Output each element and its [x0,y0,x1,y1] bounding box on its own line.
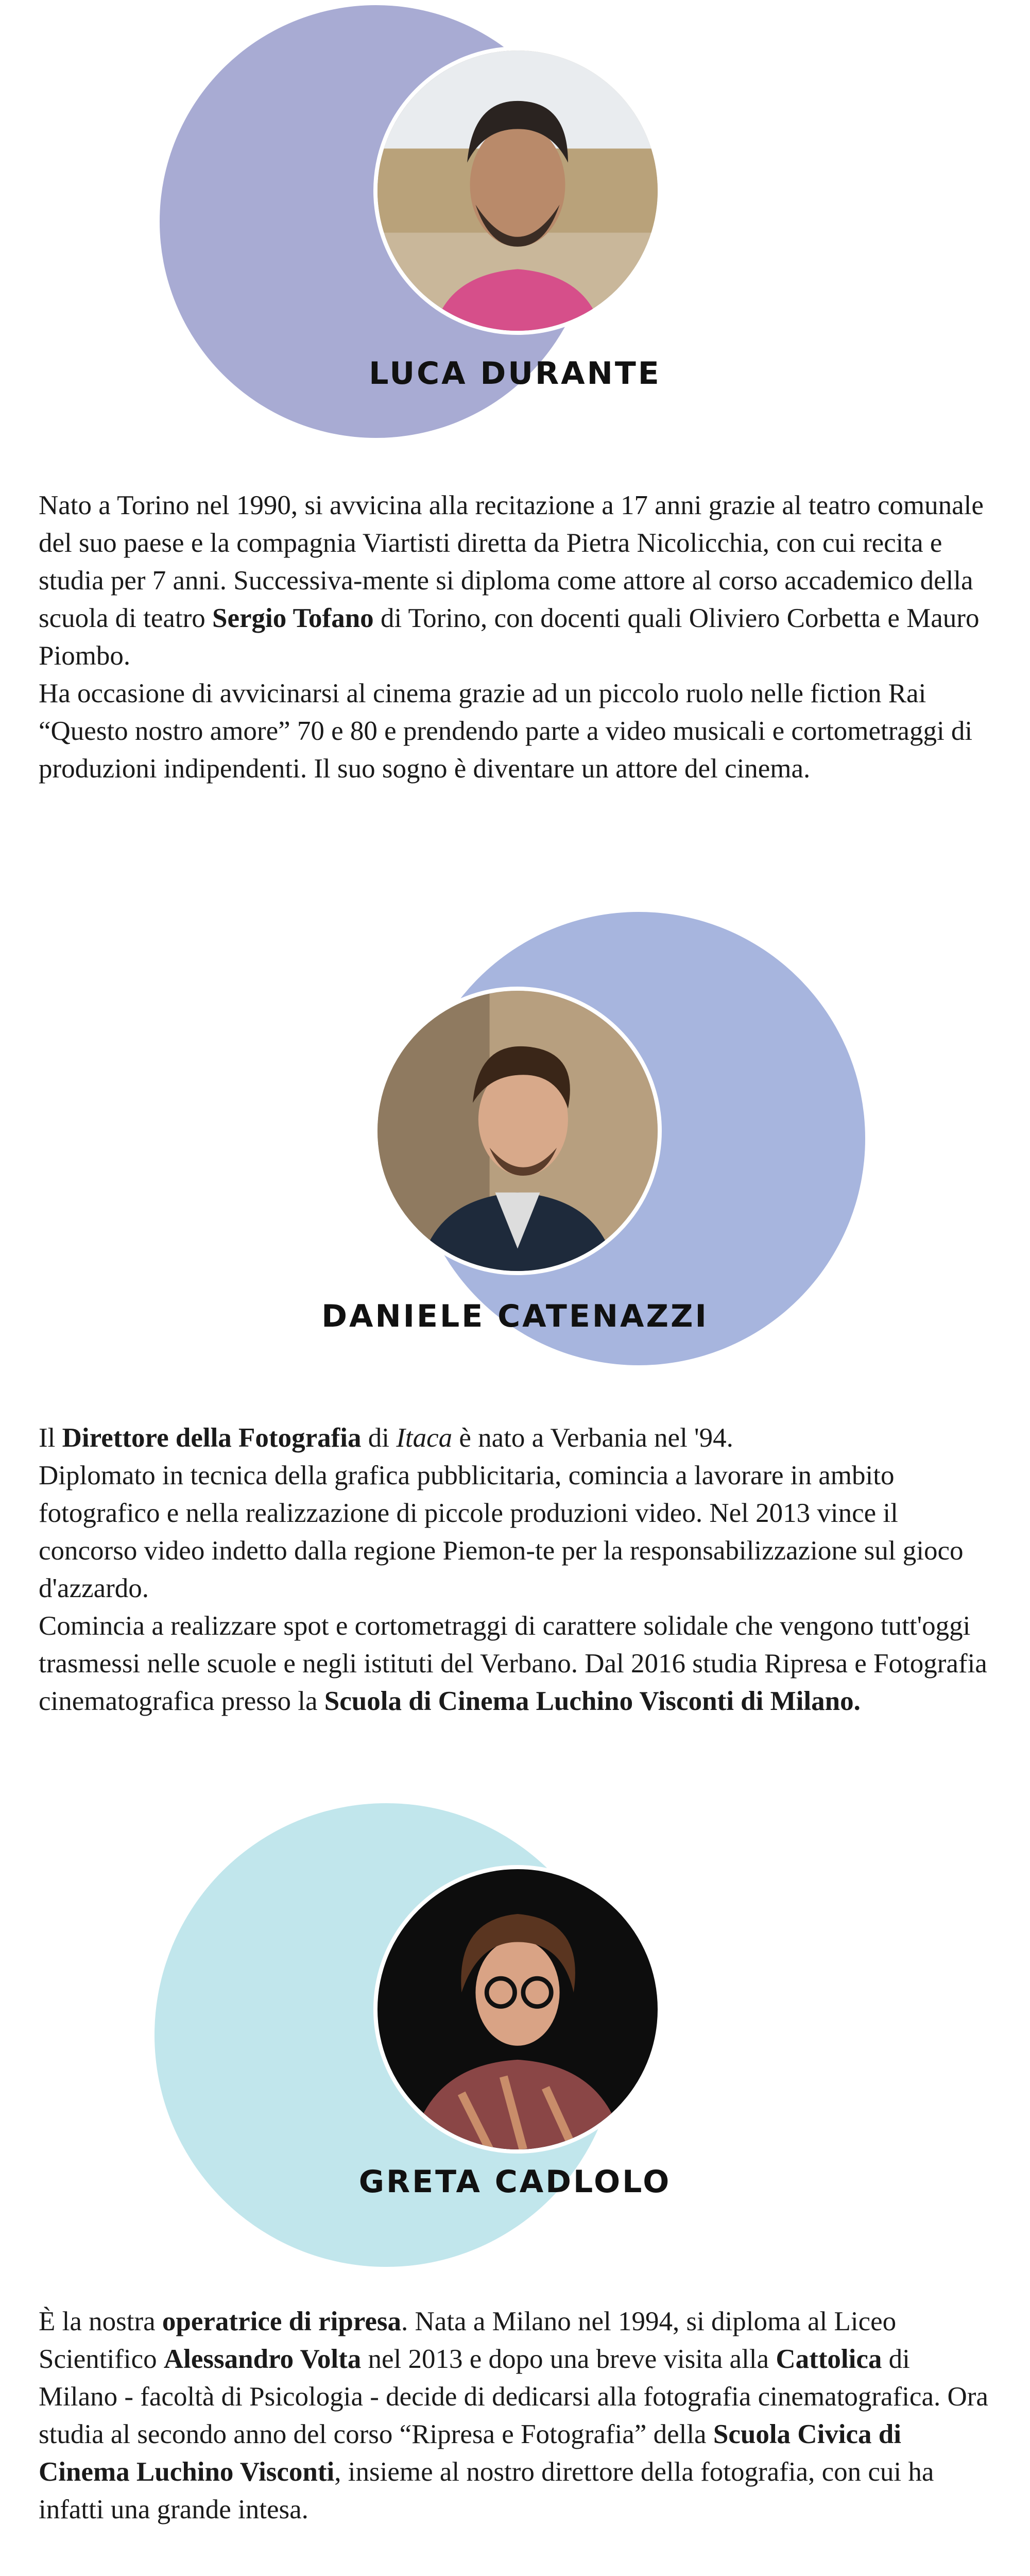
person-name: GRETA CADLOLO [358,2164,672,2200]
bio-highlight: Sergio Tofano [212,603,374,633]
bio-highlight: Alessandro Volta [163,2344,362,2374]
bio-italic: Itaca [396,1423,453,1453]
bio-highlight: operatrice di ripresa [162,2307,402,2336]
person-bio: Nato a Torino nel 1990, si avvicina alla recitazione a 17 anni grazie al teatro comunale del suo paese e la compagnia Viartisti diretta da Pietra Nicolicchia, con cui recita e studia per 7 anni. Successiva-mente si diploma come attore al corso accademico della scuola di teatro Sergio Tofano di Torino, con docenti quali Oliviero Corbetta e Mauro Piombo. Ha occasione di avvicinarsi al cinema grazie ad un piccolo ruolo nelle fiction Rai “Questo nostro amore” 70 e 80 e prendendo parte a video musicali e cortometraggi di produzioni indipendenti. Il suo sogno è diventare un attore del cinema. [39,490,984,784]
person-name: LUCA DURANTE [369,355,661,392]
person-name: DANIELE CATENAZZI [321,1298,709,1334]
bio-highlight: Direttore della Fotografia [62,1423,362,1453]
person-bio: È la nostra operatrice di ripresa. Nata a Milano nel 1994, si diploma al Liceo Scientifico Alessandro Volta nel 2013 e dopo una breve visita alla Cattolica di Milano - facoltà di Psicologia - decide di dedicarsi alla fotografia cinematografica. Ora studia al secondo anno del corso “Ripresa e Fotografia” della Scuola Civica di Cinema Luchino Visconti, insieme al nostro direttore della fotografia, con cui ha infatti una grande intesa. [39,2307,988,2524]
bio-highlight: Scuola di Cinema Luchino Visconti di Milano. [324,1686,861,1716]
bio-highlight: Cattolica [776,2344,882,2374]
bio-highlight: Scuola Civica di Cinema Luchino Visconti [39,2419,901,2487]
person-bio: Il Direttore della Fotografia di Itaca è nato a Verbania nel '94. Diplomato in tecnica della grafica pubblicitaria, comincia a lavorare in ambito fotografico e nella realizzazione di piccole produzioni video. Nel 2013 vince il concorso video indetto dalla regione Piemon-te per la responsabilizzazione sul gioco d'azzardo. Comincia a realizzare spot e cortometraggi di carattere solidale che vengono tutt'oggi trasmessi nelle scuole e negli istituti del Verbano. Dal 2016 studia Ripresa e Fotografia cinematografica presso la Scuola di Cinema Luchino Visconti di Milano. [39,1423,987,1716]
